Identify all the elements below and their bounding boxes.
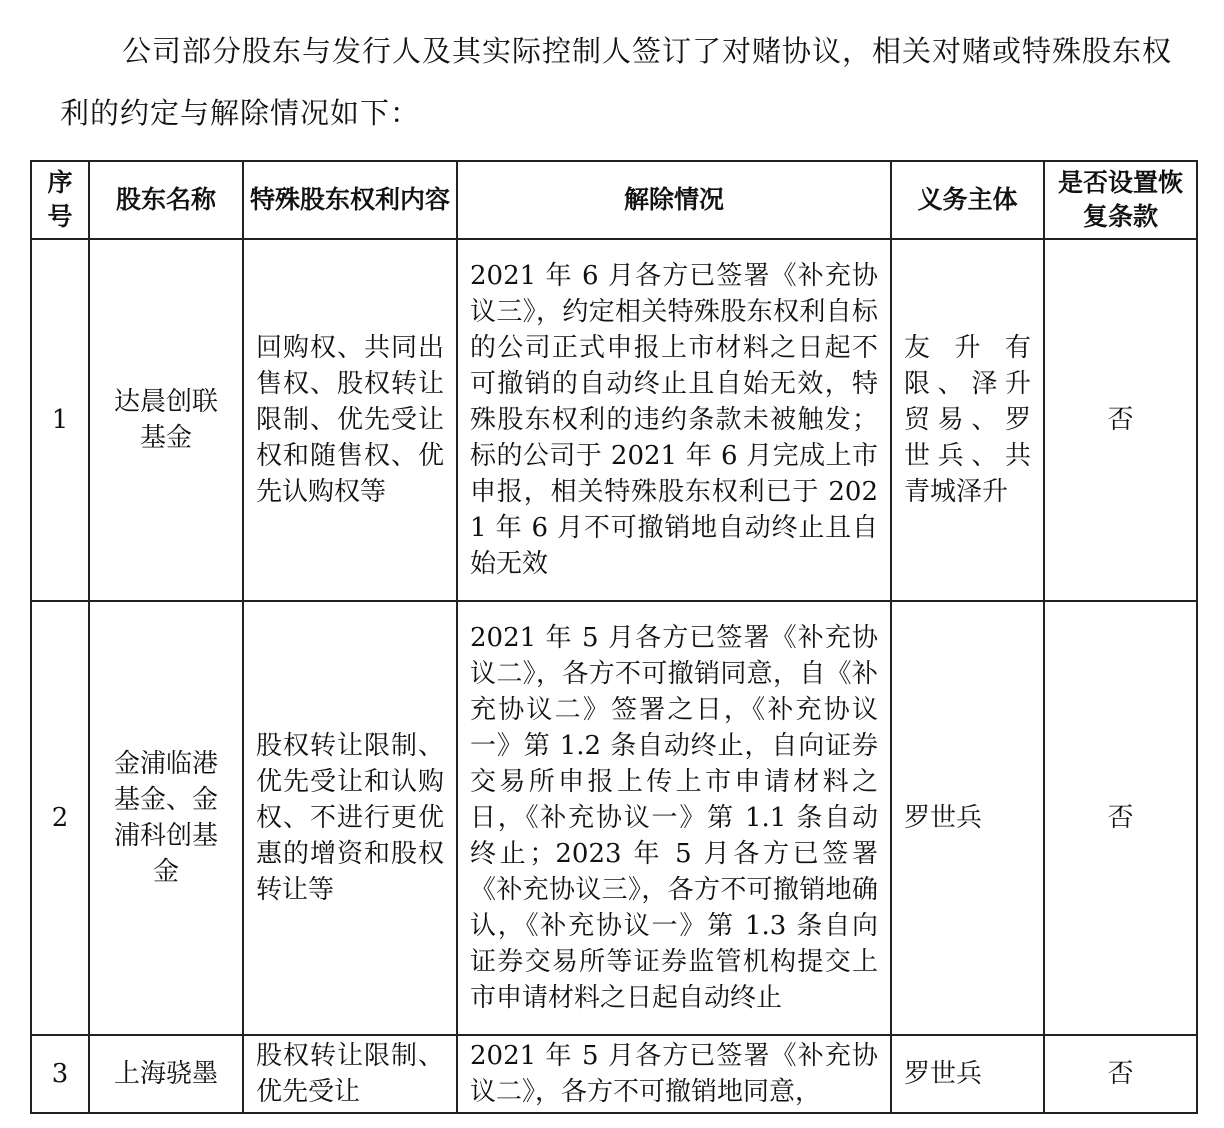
cell-seq: 2 [31,601,89,1035]
intro-paragraph: 公司部分股东与发行人及其实际控制人签订了对赌协议，相关对赌或特殊股东权利的约定与解除情况如下： [60,34,1173,130]
cell-release: 2021 年 6 月各方已签署《补充协议三》，约定相关特殊股东权利自标的公司正式申报上市材料之日起不可撤销的自动终止且自始无效，特殊股东权利的违约条款未被触发；标的公司于 2021 年 6 月完成上市申报，相关特殊股东权利已于 2021 年 6 月不可撤销地自动终止且自始无效 [457,239,891,601]
cell-rights: 股权转让限制、优先受让 [243,1035,457,1113]
cell-seq: 1 [31,239,89,601]
cell-rights: 回购权、共同出售权、股权转让限制、优先受让权和随售权、优先认购权等 [243,239,457,601]
cell-obligor: 罗世兵 [891,601,1044,1035]
special-rights-table [30,160,1198,1114]
header-seq: 序号 [31,161,89,239]
cell-restore: 否 [1044,601,1197,1035]
header-restore: 是否设置恢复条款 [1044,161,1197,239]
cell-rights: 股权转让限制、优先受让和认购权、不进行更优惠的增资和股权转让等 [243,601,457,1035]
cell-name: 上海骁墨 [89,1035,243,1113]
header-release: 解除情况 [457,161,891,239]
cell-release: 2021 年 5 月各方已签署《补充协议二》，各方不可撤销地同意， [457,1035,891,1113]
cell-restore: 否 [1044,239,1197,601]
cell-name: 达晨创联基金 [89,239,243,601]
cell-release: 2021 年 5 月各方已签署《补充协议二》，各方不可撤销同意，自《补充协议二》签署之日，《补充协议一》第 1.2 条自动终止，自向证券交易所申报上传上市申请材料之日，《补充协议一》第 1.1 条自动终止；2023 年 5 月各方已签署《补充协议三》，各方不可撤销地确认，《补充协议一》第 1.3 条自向证券交易所等证券监管机构提交上市申请材料之日起自动终止 [457,601,891,1035]
cell-name: 金浦临港基金、金浦科创基金 [89,601,243,1035]
table-row [31,601,1197,1035]
header-name: 股东名称 [89,161,243,239]
table-header-row [31,161,1197,239]
table-row [31,1035,1197,1113]
header-rights: 特殊股东权利内容 [243,161,457,239]
cell-restore: 否 [1044,1035,1197,1113]
cell-obligor: 友升有限、泽升贸易、罗世兵、共青城泽升 [891,239,1044,601]
cell-obligor: 罗世兵 [891,1035,1044,1113]
table-row [31,239,1197,601]
header-obligor: 义务主体 [891,161,1044,239]
cell-seq: 3 [31,1035,89,1113]
